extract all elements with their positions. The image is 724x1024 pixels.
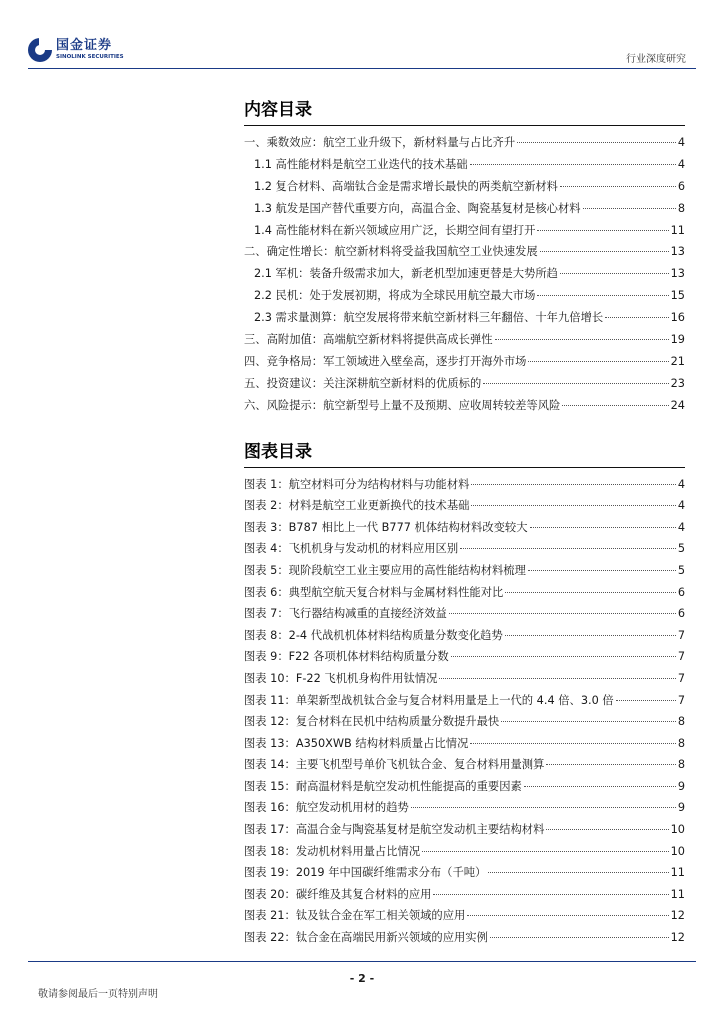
figure-index-entry[interactable] — [244, 517, 685, 539]
figure-index-entry[interactable] — [244, 927, 685, 949]
dot-leader — [411, 807, 676, 808]
figure-index-entry-page: 10 — [670, 823, 685, 837]
figure-index-entry-page: 7 — [677, 650, 685, 664]
toc-entry-page: 4 — [677, 157, 685, 171]
figure-index-entry-text: 图表 6：典型航空航天复合材料与金属材料性能对比 — [244, 585, 504, 599]
sinolink-logo — [28, 38, 124, 62]
dot-leader — [470, 743, 675, 744]
dot-leader — [490, 937, 669, 938]
toc-list — [244, 132, 685, 417]
toc-entry-page: 24 — [670, 398, 685, 412]
figure-index-entry[interactable] — [244, 754, 685, 776]
figure-index-entry-text: 图表 22：钛合金在高端民用新兴领域的应用实例 — [244, 931, 488, 945]
disclaimer-text: 敬请参阅最后一页特别声明 — [38, 989, 158, 1000]
figure-index-entry[interactable] — [244, 841, 685, 863]
dot-leader — [530, 527, 676, 528]
figure-index-entry[interactable] — [244, 884, 685, 906]
figure-index-entry-page: 4 — [677, 499, 685, 513]
page-header — [0, 0, 724, 80]
figure-index-entry-text: 图表 4：飞机机身与发动机的材料应用区别 — [244, 542, 459, 556]
figure-index-entry-text: 图表 18：发动机材料用量占比情况 — [244, 844, 421, 858]
dot-leader — [467, 915, 668, 916]
dot-leader — [483, 383, 668, 384]
toc-entry-text: 2.2 民机：处于发展初期，将成为全球民用航空最大市场 — [254, 289, 536, 303]
dot-leader — [460, 548, 676, 549]
figure-index-entry-text: 图表 10：F-22 飞机机身构件用钛情况 — [244, 671, 438, 685]
figure-index-entry[interactable] — [244, 862, 685, 884]
toc-entry-text: 一、乘数效应：航空工业升级下，新材料量与占比齐升 — [244, 136, 516, 149]
dot-leader — [505, 592, 676, 593]
figure-index-entry-page: 11 — [670, 866, 685, 880]
dot-leader — [495, 339, 669, 340]
toc-section — [244, 97, 685, 417]
figure-index-entry[interactable] — [244, 538, 685, 560]
figure-index-entry-page: 9 — [677, 779, 685, 793]
dot-leader — [449, 613, 676, 614]
figure-index-section — [244, 439, 685, 949]
toc-entry-page: 11 — [670, 223, 685, 237]
dot-leader — [422, 851, 669, 852]
figure-index-entry[interactable] — [244, 819, 685, 841]
figure-index-entry-text: 图表 3：B787 相比上一代 B777 机体结构材料改变较大 — [244, 520, 528, 534]
toc-entry[interactable] — [244, 373, 685, 395]
footer-divider — [28, 961, 696, 962]
toc-entry-page: 15 — [670, 289, 685, 303]
figure-index-entry-page: 5 — [677, 542, 685, 556]
figure-index-entry-page: 12 — [670, 931, 685, 945]
figure-index-entry-text: 图表 15：耐高温材料是航空发动机性能提高的重要因素 — [244, 779, 522, 793]
toc-entry[interactable] — [244, 241, 685, 263]
toc-entry-text: 2.3 需求量测算：航空发展将带来航空新材料三年翻倍、十年九倍增长 — [254, 311, 604, 325]
toc-entry-page: 6 — [677, 179, 685, 193]
toc-entry[interactable] — [244, 351, 685, 373]
figure-index-entry-text: 图表 2：材料是航空工业更新换代的技术基础 — [244, 499, 470, 513]
dot-leader — [488, 872, 668, 873]
toc-entry-text: 1.2 复合材料、高端钛合金是需求增长最快的两类航空新材料 — [254, 179, 558, 193]
dot-leader — [546, 764, 675, 765]
dot-leader — [451, 656, 676, 657]
logo-chinese-name: 国金证券 — [56, 38, 113, 53]
figure-index-entry-page: 7 — [677, 693, 685, 707]
figure-index-entry[interactable] — [244, 625, 685, 647]
dot-leader — [560, 273, 669, 274]
toc-entry-text: 2.1 军机：装备升级需求加大，新老机型加速更替是大势所趋 — [254, 267, 558, 281]
figure-index-entry-page: 7 — [677, 671, 685, 685]
figure-index-entry[interactable] — [244, 495, 685, 517]
figure-index-entry-text: 图表 19：2019 年中国碳纤维需求分布（千吨） — [244, 866, 487, 880]
page-number: - 2 - — [349, 972, 375, 985]
toc-entry-page: 19 — [670, 333, 685, 347]
dot-leader — [537, 295, 668, 296]
toc-entry-page: 8 — [677, 201, 685, 215]
figure-index-entry-text: 图表 8：2-4 代战机机体材料结构质量分数变化趋势 — [244, 628, 503, 642]
figure-index-entry[interactable] — [244, 646, 685, 668]
logo-english-name: SINOLINK SECURITIES — [56, 54, 124, 60]
header-divider — [28, 68, 696, 69]
figure-index-entry-text: 图表 12：复合材料在民机中结构质量分数提升最快 — [244, 715, 500, 729]
figure-index-entry-text: 图表 1：航空材料可分为结构材料与功能材料 — [244, 477, 470, 491]
figure-index-entry-page: 8 — [677, 736, 685, 750]
figure-index-entry-text: 图表 14：主要飞机型号单价飞机钛合金、复合材料用量测算 — [244, 758, 545, 772]
dot-leader — [524, 786, 676, 787]
figure-index-entry[interactable] — [244, 668, 685, 690]
dot-leader — [471, 505, 675, 506]
dot-leader — [616, 700, 676, 701]
toc-entry-page: 4 — [677, 136, 685, 149]
figure-index-entry-page: 4 — [677, 477, 685, 491]
figure-index-entry-page: 9 — [677, 801, 685, 815]
toc-entry-text: 1.4 高性能材料在新兴领域应用广泛，长期空间有望打开 — [254, 223, 536, 237]
figure-index-entry-text: 图表 20：碳纤维及其复合材料的应用 — [244, 887, 432, 901]
figure-index-entry-page: 11 — [670, 887, 685, 901]
toc-entry[interactable] — [244, 263, 685, 285]
dot-leader — [605, 317, 668, 318]
toc-entry-page: 16 — [670, 311, 685, 325]
dot-leader — [560, 186, 676, 187]
toc-entry-page: 13 — [670, 245, 685, 259]
toc-entry-text: 五、投资建议：关注深耕航空新材料的优质标的 — [244, 376, 482, 390]
figure-index-entry-text: 图表 11：单架新型战机钛合金与复合材料用量是上一代的 4.4 倍、3.0 倍 — [244, 693, 614, 707]
figure-index-entry-page: 10 — [670, 844, 685, 858]
dot-leader — [439, 678, 675, 679]
toc-title: 内容目录 — [244, 100, 312, 120]
figure-index-entry-page: 4 — [677, 520, 685, 534]
toc-entry[interactable] — [244, 198, 685, 220]
toc-entry[interactable] — [244, 329, 685, 351]
dot-leader — [528, 361, 668, 362]
toc-entry-text: 三、高附加值：高端航空新材料将提供高成长弹性 — [244, 333, 493, 347]
toc-entry-text: 1.1 高性能材料是航空工业迭代的技术基础 — [254, 157, 468, 171]
toc-entry[interactable] — [244, 132, 685, 154]
toc-entry-page: 21 — [670, 354, 685, 368]
figure-index-entry[interactable] — [244, 474, 685, 496]
main-content — [244, 97, 685, 949]
dot-leader — [501, 721, 676, 722]
dot-leader — [517, 142, 676, 143]
dot-leader — [470, 164, 676, 165]
toc-entry-text: 四、竞争格局：军工领域进入壁垒高，逐步打开海外市场 — [244, 354, 527, 368]
figure-index-entry-text: 图表 5：现阶段航空工业主要应用的高性能结构材料梳理 — [244, 563, 526, 577]
figure-index-entry[interactable] — [244, 603, 685, 625]
dot-leader — [562, 405, 668, 406]
toc-entry[interactable] — [244, 307, 685, 329]
figure-index-entry[interactable] — [244, 560, 685, 582]
toc-entry[interactable] — [244, 395, 685, 417]
toc-title-rule — [244, 125, 685, 126]
figure-index-entry-page: 7 — [677, 628, 685, 642]
figure-index-entry-text: 图表 9：F22 各项机体材料结构质量分数 — [244, 650, 449, 664]
logo-mark-icon — [28, 38, 52, 62]
figure-index-entry[interactable] — [244, 690, 685, 712]
figure-index-title-rule — [244, 467, 685, 468]
toc-entry-page: 23 — [670, 376, 685, 390]
dot-leader — [546, 829, 668, 830]
figure-index-entry-page: 8 — [677, 758, 685, 772]
figure-index-entry-text: 图表 13：A350XWB 结构材料质量占比情况 — [244, 736, 469, 750]
report-type-label: 行业深度研究 — [626, 54, 686, 65]
figure-index-entry-page: 5 — [677, 563, 685, 577]
figure-index-entry-text: 图表 17：高温合金与陶瓷基复材是航空发动机主要结构材料 — [244, 823, 545, 837]
figure-index-entry-text: 图表 16：航空发动机用材的趋势 — [244, 801, 409, 815]
toc-entry-text: 1.3 航发是国产替代重要方向，高温合金、陶瓷基复材是核心材料 — [254, 201, 581, 215]
figure-index-entry-page: 6 — [677, 585, 685, 599]
dot-leader — [540, 251, 669, 252]
dot-leader — [537, 230, 668, 231]
toc-entry-page: 13 — [670, 267, 685, 281]
figure-index-entry-text: 图表 21：钛及钛合金在军工相关领域的应用 — [244, 909, 466, 923]
figure-index-entry[interactable] — [244, 711, 685, 733]
dot-leader — [505, 635, 676, 636]
dot-leader — [433, 894, 668, 895]
figure-index-entry-page: 6 — [677, 607, 685, 621]
dot-leader — [583, 208, 676, 209]
figure-index-entry-page: 8 — [677, 715, 685, 729]
dot-leader — [471, 484, 675, 485]
toc-entry[interactable] — [244, 176, 685, 198]
figure-index-entry[interactable] — [244, 797, 685, 819]
toc-entry[interactable] — [244, 220, 685, 242]
figure-index-entry-page: 12 — [670, 909, 685, 923]
toc-entry-text: 六、风险提示：航空新型号上量不及预期、应收周转较差等风险 — [244, 398, 561, 412]
figure-index-list — [244, 474, 685, 949]
figure-index-title: 图表目录 — [244, 441, 312, 462]
figure-index-entry[interactable] — [244, 905, 685, 927]
toc-entry[interactable] — [244, 154, 685, 176]
figure-index-entry[interactable] — [244, 733, 685, 755]
toc-entry[interactable] — [244, 285, 685, 307]
toc-entry-text: 二、确定性增长：航空新材料将受益我国航空工业快速发展 — [244, 245, 538, 259]
figure-index-entry[interactable] — [244, 582, 685, 604]
figure-index-entry[interactable] — [244, 776, 685, 798]
dot-leader — [528, 570, 676, 571]
figure-index-entry-text: 图表 7：飞行器结构减重的直接经济效益 — [244, 607, 447, 621]
